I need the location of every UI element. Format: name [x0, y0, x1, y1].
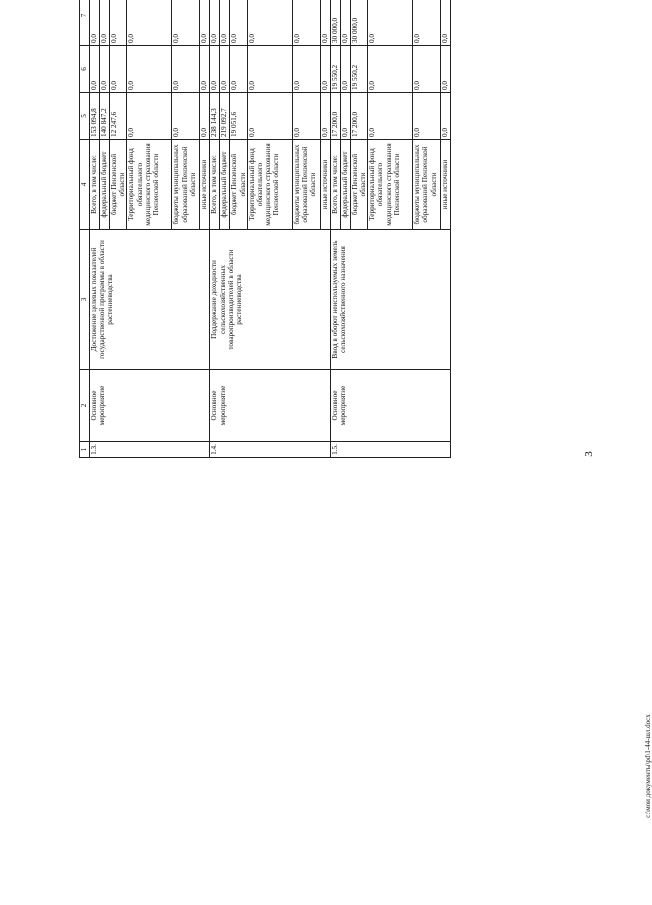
funding-source: бюджеты муниципальных образований Пензенской области	[413, 140, 441, 230]
amount-cell: 0,0	[292, 46, 320, 93]
amount-cell: 0,0	[127, 93, 172, 140]
amount-cell: 19 550,2	[350, 46, 367, 93]
item-number: 1.5.	[330, 442, 450, 458]
amount-cell: 0,0	[413, 93, 441, 140]
funding-source: иные источники	[320, 140, 330, 230]
amount-cell: 17 200,0	[330, 93, 340, 140]
amount-cell: 0,0	[90, 46, 100, 93]
amount-cell: 19 550,2	[330, 46, 340, 93]
amount-cell: 0,0	[413, 46, 441, 93]
amount-cell: 0,0	[172, 46, 200, 93]
amount-cell: 0,0	[200, 0, 210, 46]
item-number: 1.4.	[210, 442, 330, 458]
funding-source: федеральный бюджет	[220, 140, 230, 230]
amount-cell: 12 247,6	[110, 93, 127, 140]
amount-cell: 0,0	[210, 0, 220, 46]
amount-cell: 238 144,3	[210, 93, 220, 140]
column-header-7: 7	[80, 0, 90, 46]
amount-cell: 0,0	[220, 46, 230, 93]
amount-cell: 0,0	[368, 0, 413, 46]
amount-cell: 19 051,6	[230, 93, 247, 140]
funding-source: Территориальный фонд обязательного медицинского страхования Пензенской области	[247, 140, 292, 230]
amount-cell: 0,0	[230, 46, 247, 93]
funding-source: Территориальный фонд обязательного медицинского страхования Пензенской области	[127, 140, 172, 230]
column-header-1: 1	[80, 442, 90, 458]
amount-cell: 0,0	[320, 46, 330, 93]
column-header-3: 3	[80, 230, 90, 370]
amount-cell: 17 200,0	[350, 93, 367, 140]
amount-cell: 0,0	[247, 93, 292, 140]
funding-source: бюджет Пензенской области	[110, 140, 127, 230]
funding-source: Всего, в том числе:	[330, 140, 340, 230]
table-row	[330, 0, 340, 458]
budget-table-rotated	[79, 0, 579, 458]
funding-source: бюджет Пензенской области	[230, 140, 247, 230]
funding-source: Всего, в том числе:	[210, 140, 220, 230]
amount-cell: 0,0	[110, 46, 127, 93]
amount-cell: 0,0	[127, 46, 172, 93]
funding-source: бюджеты муниципальных образований Пензенской области	[292, 140, 320, 230]
amount-cell: 0,0	[340, 93, 350, 140]
amount-cell: 0,0	[292, 0, 320, 46]
funding-source: федеральный бюджет	[340, 140, 350, 230]
funding-source: бюджеты муниципальных образований Пензенской области	[172, 140, 200, 230]
funding-source: Всего, в том числе:	[90, 140, 100, 230]
item-name: Поддержание доходности сельскохозяйственных товаропроизводителей в области растениеводства	[210, 230, 330, 370]
amount-cell: 0,0	[230, 0, 247, 46]
amount-cell: 0,0	[100, 0, 110, 46]
amount-cell: 0,0	[247, 46, 292, 93]
column-header-5: 5	[80, 93, 90, 140]
item-type: Основное мероприятие	[330, 370, 450, 442]
budget-table	[79, 0, 451, 458]
amount-cell: 0,0	[320, 93, 330, 140]
amount-cell: 140 847,2	[100, 93, 110, 140]
item-name: Достижение целевых показателей государственной программы в области растениеводства	[90, 230, 210, 370]
funding-source: бюджет Пензенской области	[350, 140, 367, 230]
amount-cell: 0,0	[413, 0, 441, 46]
amount-cell: 0,0	[441, 46, 451, 93]
amount-cell: 0,0	[172, 0, 200, 46]
amount-cell: 0,0	[340, 46, 350, 93]
funding-source: иные источники	[441, 140, 451, 230]
amount-cell: 0,0	[110, 0, 127, 46]
amount-cell: 0,0	[210, 46, 220, 93]
footer-file-path: c:\мои документы\pd\1-44-шл.docx	[643, 714, 652, 818]
amount-cell: 30 000,0	[330, 0, 340, 46]
amount-cell: 0,0	[441, 93, 451, 140]
amount-cell: 0,0	[100, 46, 110, 93]
page-number: 3	[582, 451, 595, 457]
amount-cell: 0,0	[90, 0, 100, 46]
amount-cell: 0,0	[292, 93, 320, 140]
column-header-4: 4	[80, 140, 90, 230]
table-row	[90, 0, 100, 458]
item-type: Основное мероприятие	[210, 370, 330, 442]
funding-source: иные источники	[200, 140, 210, 230]
amount-cell: 0,0	[200, 46, 210, 93]
amount-cell: 0,0	[127, 0, 172, 46]
amount-cell: 30 000,0	[350, 0, 367, 46]
item-name: Ввод в оборот неиспользуемых земель сельскохозяйственного назначения	[330, 230, 450, 370]
amount-cell: 0,0	[220, 0, 230, 46]
amount-cell: 0,0	[368, 46, 413, 93]
column-header-6: 6	[80, 46, 90, 93]
funding-source: Территориальный фонд обязательного медицинского страхования Пензенской области	[368, 140, 413, 230]
amount-cell: 0,0	[340, 0, 350, 46]
amount-cell: 0,0	[320, 0, 330, 46]
amount-cell: 0,0	[368, 93, 413, 140]
amount-cell: 219 092,7	[220, 93, 230, 140]
amount-cell: 0,0	[441, 0, 451, 46]
amount-cell: 0,0	[247, 0, 292, 46]
column-header-2: 2	[80, 370, 90, 442]
item-type: Основное мероприятие	[90, 370, 210, 442]
item-number: 1.3.	[90, 442, 210, 458]
amount-cell: 0,0	[172, 93, 200, 140]
amount-cell: 153 094,8	[90, 93, 100, 140]
funding-source: федеральный бюджет	[100, 140, 110, 230]
table-row	[210, 0, 220, 458]
amount-cell: 0,0	[200, 93, 210, 140]
